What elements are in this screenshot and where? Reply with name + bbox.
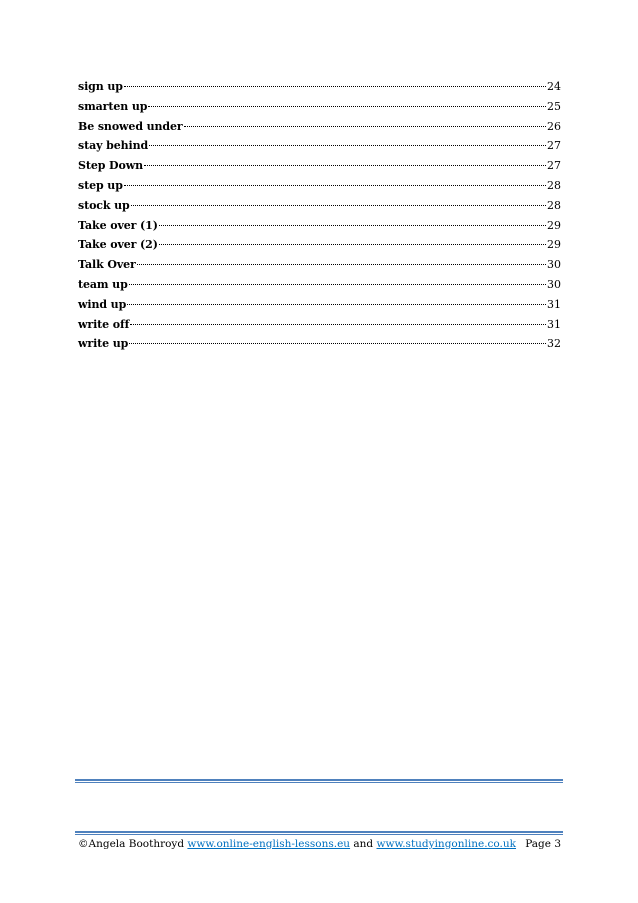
rule-thin-line (75, 834, 563, 835)
rule-thin-line (75, 782, 563, 783)
toc-row[interactable] (78, 77, 561, 97)
toc-leader-dots (144, 165, 546, 166)
footer-link-studyingonline[interactable]: www.studyingonline.co.uk (376, 838, 517, 850)
toc-page-number: 29 (547, 218, 561, 232)
toc-row[interactable] (78, 136, 561, 156)
toc-label: sign up (78, 80, 123, 93)
footer-author: ©Angela Boothroyd (78, 838, 185, 850)
toc-leader-dots (124, 86, 546, 87)
toc-page-number: 27 (547, 139, 561, 153)
toc-row[interactable] (78, 97, 561, 117)
toc-leader-dots (149, 145, 546, 146)
toc-page-number: 25 (547, 99, 561, 113)
toc-leader-dots (127, 304, 546, 305)
toc-row[interactable] (78, 334, 561, 354)
toc-row[interactable] (78, 235, 561, 255)
toc-leader-dots (137, 264, 546, 265)
toc-label: wind up (78, 297, 127, 311)
toc-label: Be snowed under (78, 119, 183, 133)
rule-thick-line (75, 831, 563, 833)
toc-row[interactable] (78, 117, 561, 137)
toc-page-number: 31 (547, 317, 561, 331)
toc-label: Talk Over (78, 258, 136, 272)
footer-top-rule (75, 779, 563, 783)
toc-label: step up (78, 178, 123, 192)
toc-page-number: 26 (547, 119, 561, 133)
toc-label: write off (78, 317, 130, 331)
page-number: Page 3 (525, 838, 561, 850)
footer-credit (78, 838, 516, 850)
page-footer (78, 838, 561, 850)
toc-leader-dots (159, 225, 546, 226)
toc-page-number: 29 (547, 238, 561, 252)
table-of-contents (78, 77, 561, 354)
toc-leader-dots (124, 185, 546, 186)
toc-page-number: 30 (547, 258, 561, 272)
toc-label: smarten up (78, 99, 148, 113)
toc-row[interactable] (78, 295, 561, 315)
toc-page-number: 31 (547, 297, 561, 311)
footer-and: and (353, 838, 374, 850)
toc-leader-dots (159, 244, 546, 245)
toc-label: Take over (2) (78, 238, 158, 252)
toc-label: Take over (1) (78, 218, 158, 232)
toc-row[interactable] (78, 275, 561, 295)
toc-label: write up (78, 337, 129, 351)
footer-rule (75, 831, 563, 835)
toc-row[interactable] (78, 216, 561, 236)
toc-page-number: 28 (547, 198, 561, 212)
footer-link-online-english-lessons[interactable]: www.online-english-lessons.eu (187, 838, 351, 850)
toc-leader-dots (130, 324, 546, 325)
toc-row[interactable] (78, 196, 561, 216)
toc-label: Step Down (78, 159, 143, 173)
toc-label: team up (78, 277, 128, 291)
toc-label: stock up (78, 198, 130, 212)
toc-leader-dots (184, 126, 546, 127)
toc-label: stay behind (78, 139, 149, 153)
toc-page-number: 24 (547, 80, 561, 93)
toc-leader-dots (129, 343, 546, 344)
toc-leader-dots (131, 205, 546, 206)
toc-page-number: 27 (547, 159, 561, 173)
rule-thick-line (75, 779, 563, 781)
toc-leader-dots (148, 106, 546, 107)
toc-row[interactable] (78, 315, 561, 335)
toc-row[interactable] (78, 176, 561, 196)
toc-leader-dots (129, 284, 546, 285)
toc-row[interactable] (78, 156, 561, 176)
toc-row[interactable] (78, 255, 561, 275)
toc-page-number: 30 (547, 277, 561, 291)
toc-page-number: 32 (547, 337, 561, 351)
toc-page-number: 28 (547, 178, 561, 192)
